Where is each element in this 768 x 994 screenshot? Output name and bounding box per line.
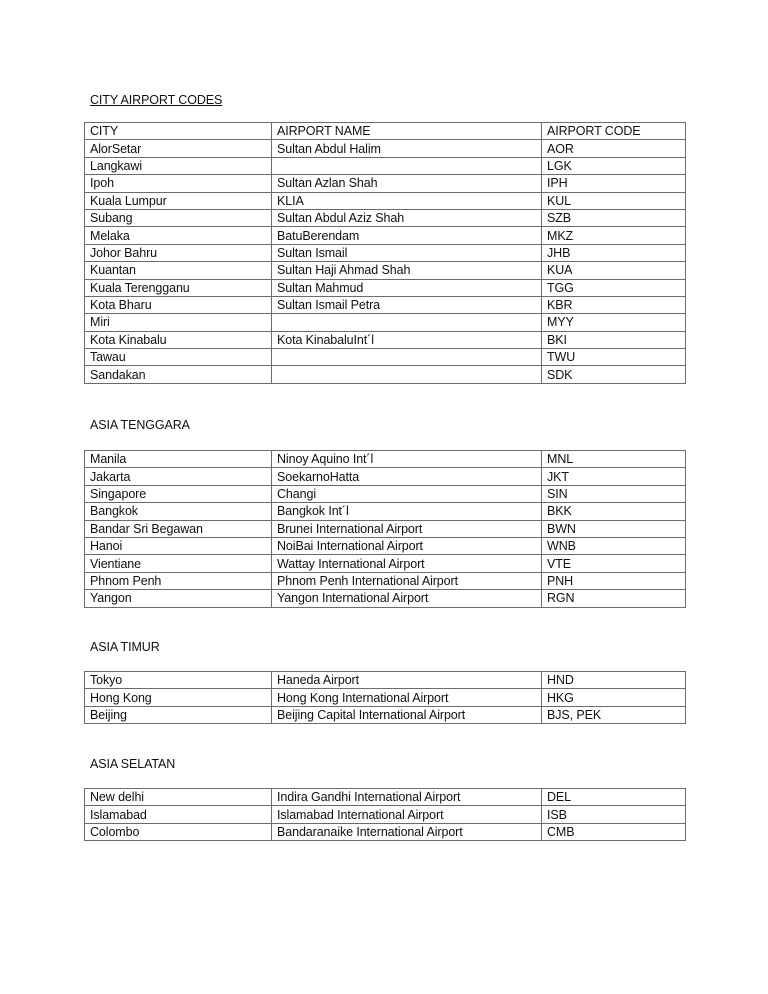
table-asia-timur [84, 671, 686, 724]
table-row [85, 468, 686, 485]
table-row [85, 296, 686, 313]
airport-code-cell: TGG [542, 279, 686, 296]
airport-code-cell: KUL [542, 192, 686, 209]
airport-code-cell: RGN [542, 590, 686, 607]
city-cell: Kuantan [85, 262, 272, 279]
city-cell: Ipoh [85, 175, 272, 192]
table-row [85, 175, 686, 192]
city-cell: Yangon [85, 590, 272, 607]
airport-name-cell: Indira Gandhi International Airport [272, 789, 542, 806]
airport-code-cell: BKI [542, 331, 686, 348]
city-cell: New delhi [85, 789, 272, 806]
city-cell: Manila [85, 451, 272, 468]
airport-code-cell: SZB [542, 209, 686, 226]
table-row [85, 520, 686, 537]
table-row [85, 689, 686, 706]
table-row [85, 349, 686, 366]
table-row [85, 789, 686, 806]
airport-name-cell [272, 157, 542, 174]
section-title-asia-selatan: ASIA SELATAN [90, 757, 176, 771]
airport-name-cell [272, 349, 542, 366]
airport-name-cell: Sultan Mahmud [272, 279, 542, 296]
airport-name-cell: Changi [272, 485, 542, 502]
city-cell: Melaka [85, 227, 272, 244]
airport-name-cell: Brunei International Airport [272, 520, 542, 537]
city-cell: Kota Kinabalu [85, 331, 272, 348]
city-cell: Islamabad [85, 806, 272, 823]
table-row [85, 209, 686, 226]
airport-name-cell: Bangkok Int´l [272, 503, 542, 520]
table-row [85, 140, 686, 157]
city-cell: Johor Bahru [85, 244, 272, 261]
table-row [85, 366, 686, 383]
header-airport-code: AIRPORT CODE [542, 123, 686, 140]
airport-name-cell: Phnom Penh International Airport [272, 572, 542, 589]
city-cell: Langkawi [85, 157, 272, 174]
airport-name-cell: NoiBai International Airport [272, 537, 542, 554]
airport-name-cell: Ninoy Aquino Int´l [272, 451, 542, 468]
airport-name-cell: Wattay International Airport [272, 555, 542, 572]
city-cell: Singapore [85, 485, 272, 502]
airport-code-cell: BWN [542, 520, 686, 537]
city-cell: Kuala Terengganu [85, 279, 272, 296]
table-row [85, 279, 686, 296]
airport-name-cell: Sultan Ismail [272, 244, 542, 261]
table-row [85, 314, 686, 331]
table-row [85, 537, 686, 554]
city-cell: Colombo [85, 823, 272, 840]
airport-code-cell: LGK [542, 157, 686, 174]
table-row [85, 331, 686, 348]
airport-code-cell: DEL [542, 789, 686, 806]
city-cell: Hanoi [85, 537, 272, 554]
header-city: CITY [85, 123, 272, 140]
airport-name-cell: Islamabad International Airport [272, 806, 542, 823]
city-cell: Hong Kong [85, 689, 272, 706]
table-row [85, 451, 686, 468]
city-cell: Tokyo [85, 672, 272, 689]
table-row [85, 157, 686, 174]
airport-code-cell: KBR [542, 296, 686, 313]
airport-name-cell: SoekarnoHatta [272, 468, 542, 485]
table-row [85, 823, 686, 840]
table-row [85, 572, 686, 589]
airport-code-cell: SDK [542, 366, 686, 383]
table-row [85, 227, 686, 244]
city-cell: AlorSetar [85, 140, 272, 157]
table-row [85, 262, 686, 279]
airport-code-cell: VTE [542, 555, 686, 572]
table-row [85, 192, 686, 209]
airport-name-cell: Sultan Abdul Aziz Shah [272, 209, 542, 226]
airport-code-cell: ISB [542, 806, 686, 823]
airport-name-cell [272, 366, 542, 383]
airport-name-cell: Sultan Azlan Shah [272, 175, 542, 192]
airport-name-cell: Yangon International Airport [272, 590, 542, 607]
airport-code-cell: MYY [542, 314, 686, 331]
airport-code-cell: AOR [542, 140, 686, 157]
airport-code-cell: SIN [542, 485, 686, 502]
airport-code-cell: BKK [542, 503, 686, 520]
airport-code-cell: PNH [542, 572, 686, 589]
airport-name-cell: Beijing Capital International Airport [272, 706, 542, 723]
airport-code-cell: CMB [542, 823, 686, 840]
city-cell: Kuala Lumpur [85, 192, 272, 209]
table-asia-selatan [84, 788, 686, 841]
airport-code-cell: HKG [542, 689, 686, 706]
table-row [85, 672, 686, 689]
airport-code-cell: HND [542, 672, 686, 689]
airport-code-cell: JKT [542, 468, 686, 485]
airport-code-cell: TWU [542, 349, 686, 366]
airport-name-cell: Sultan Haji Ahmad Shah [272, 262, 542, 279]
airport-code-cell: WNB [542, 537, 686, 554]
airport-name-cell: Hong Kong International Airport [272, 689, 542, 706]
airport-name-cell: BatuBerendam [272, 227, 542, 244]
table-row [85, 706, 686, 723]
airport-name-cell: KLIA [272, 192, 542, 209]
table-row [85, 485, 686, 502]
table-row [85, 555, 686, 572]
airport-code-cell: MKZ [542, 227, 686, 244]
airport-name-cell [272, 314, 542, 331]
airport-name-cell: Sultan Abdul Halim [272, 140, 542, 157]
table-city-airport-codes [84, 122, 686, 384]
airport-code-cell: KUA [542, 262, 686, 279]
airport-code-cell: BJS, PEK [542, 706, 686, 723]
table-row [85, 590, 686, 607]
airport-code-cell: IPH [542, 175, 686, 192]
city-cell: Bangkok [85, 503, 272, 520]
city-cell: Miri [85, 314, 272, 331]
table-asia-tenggara [84, 450, 686, 608]
section-title-asia-tenggara: ASIA TENGGARA [90, 418, 190, 432]
city-cell: Subang [85, 209, 272, 226]
airport-name-cell: Bandaranaike International Airport [272, 823, 542, 840]
city-cell: Sandakan [85, 366, 272, 383]
city-cell: Beijing [85, 706, 272, 723]
city-cell: Phnom Penh [85, 572, 272, 589]
airport-code-cell: MNL [542, 451, 686, 468]
table-row [85, 244, 686, 261]
airport-name-cell: Kota KinabaluInt´l [272, 331, 542, 348]
table-row [85, 806, 686, 823]
city-cell: Kota Bharu [85, 296, 272, 313]
header-airport-name: AIRPORT NAME [272, 123, 542, 140]
airport-name-cell: Haneda Airport [272, 672, 542, 689]
city-cell: Jakarta [85, 468, 272, 485]
city-cell: Vientiane [85, 555, 272, 572]
table-header-row [85, 123, 686, 140]
section-title-city-airport-codes: CITY AIRPORT CODES [90, 93, 223, 107]
city-cell: Tawau [85, 349, 272, 366]
airport-code-cell: JHB [542, 244, 686, 261]
city-cell: Bandar Sri Begawan [85, 520, 272, 537]
airport-name-cell: Sultan Ismail Petra [272, 296, 542, 313]
section-title-asia-timur: ASIA TIMUR [90, 640, 160, 654]
table-row [85, 503, 686, 520]
